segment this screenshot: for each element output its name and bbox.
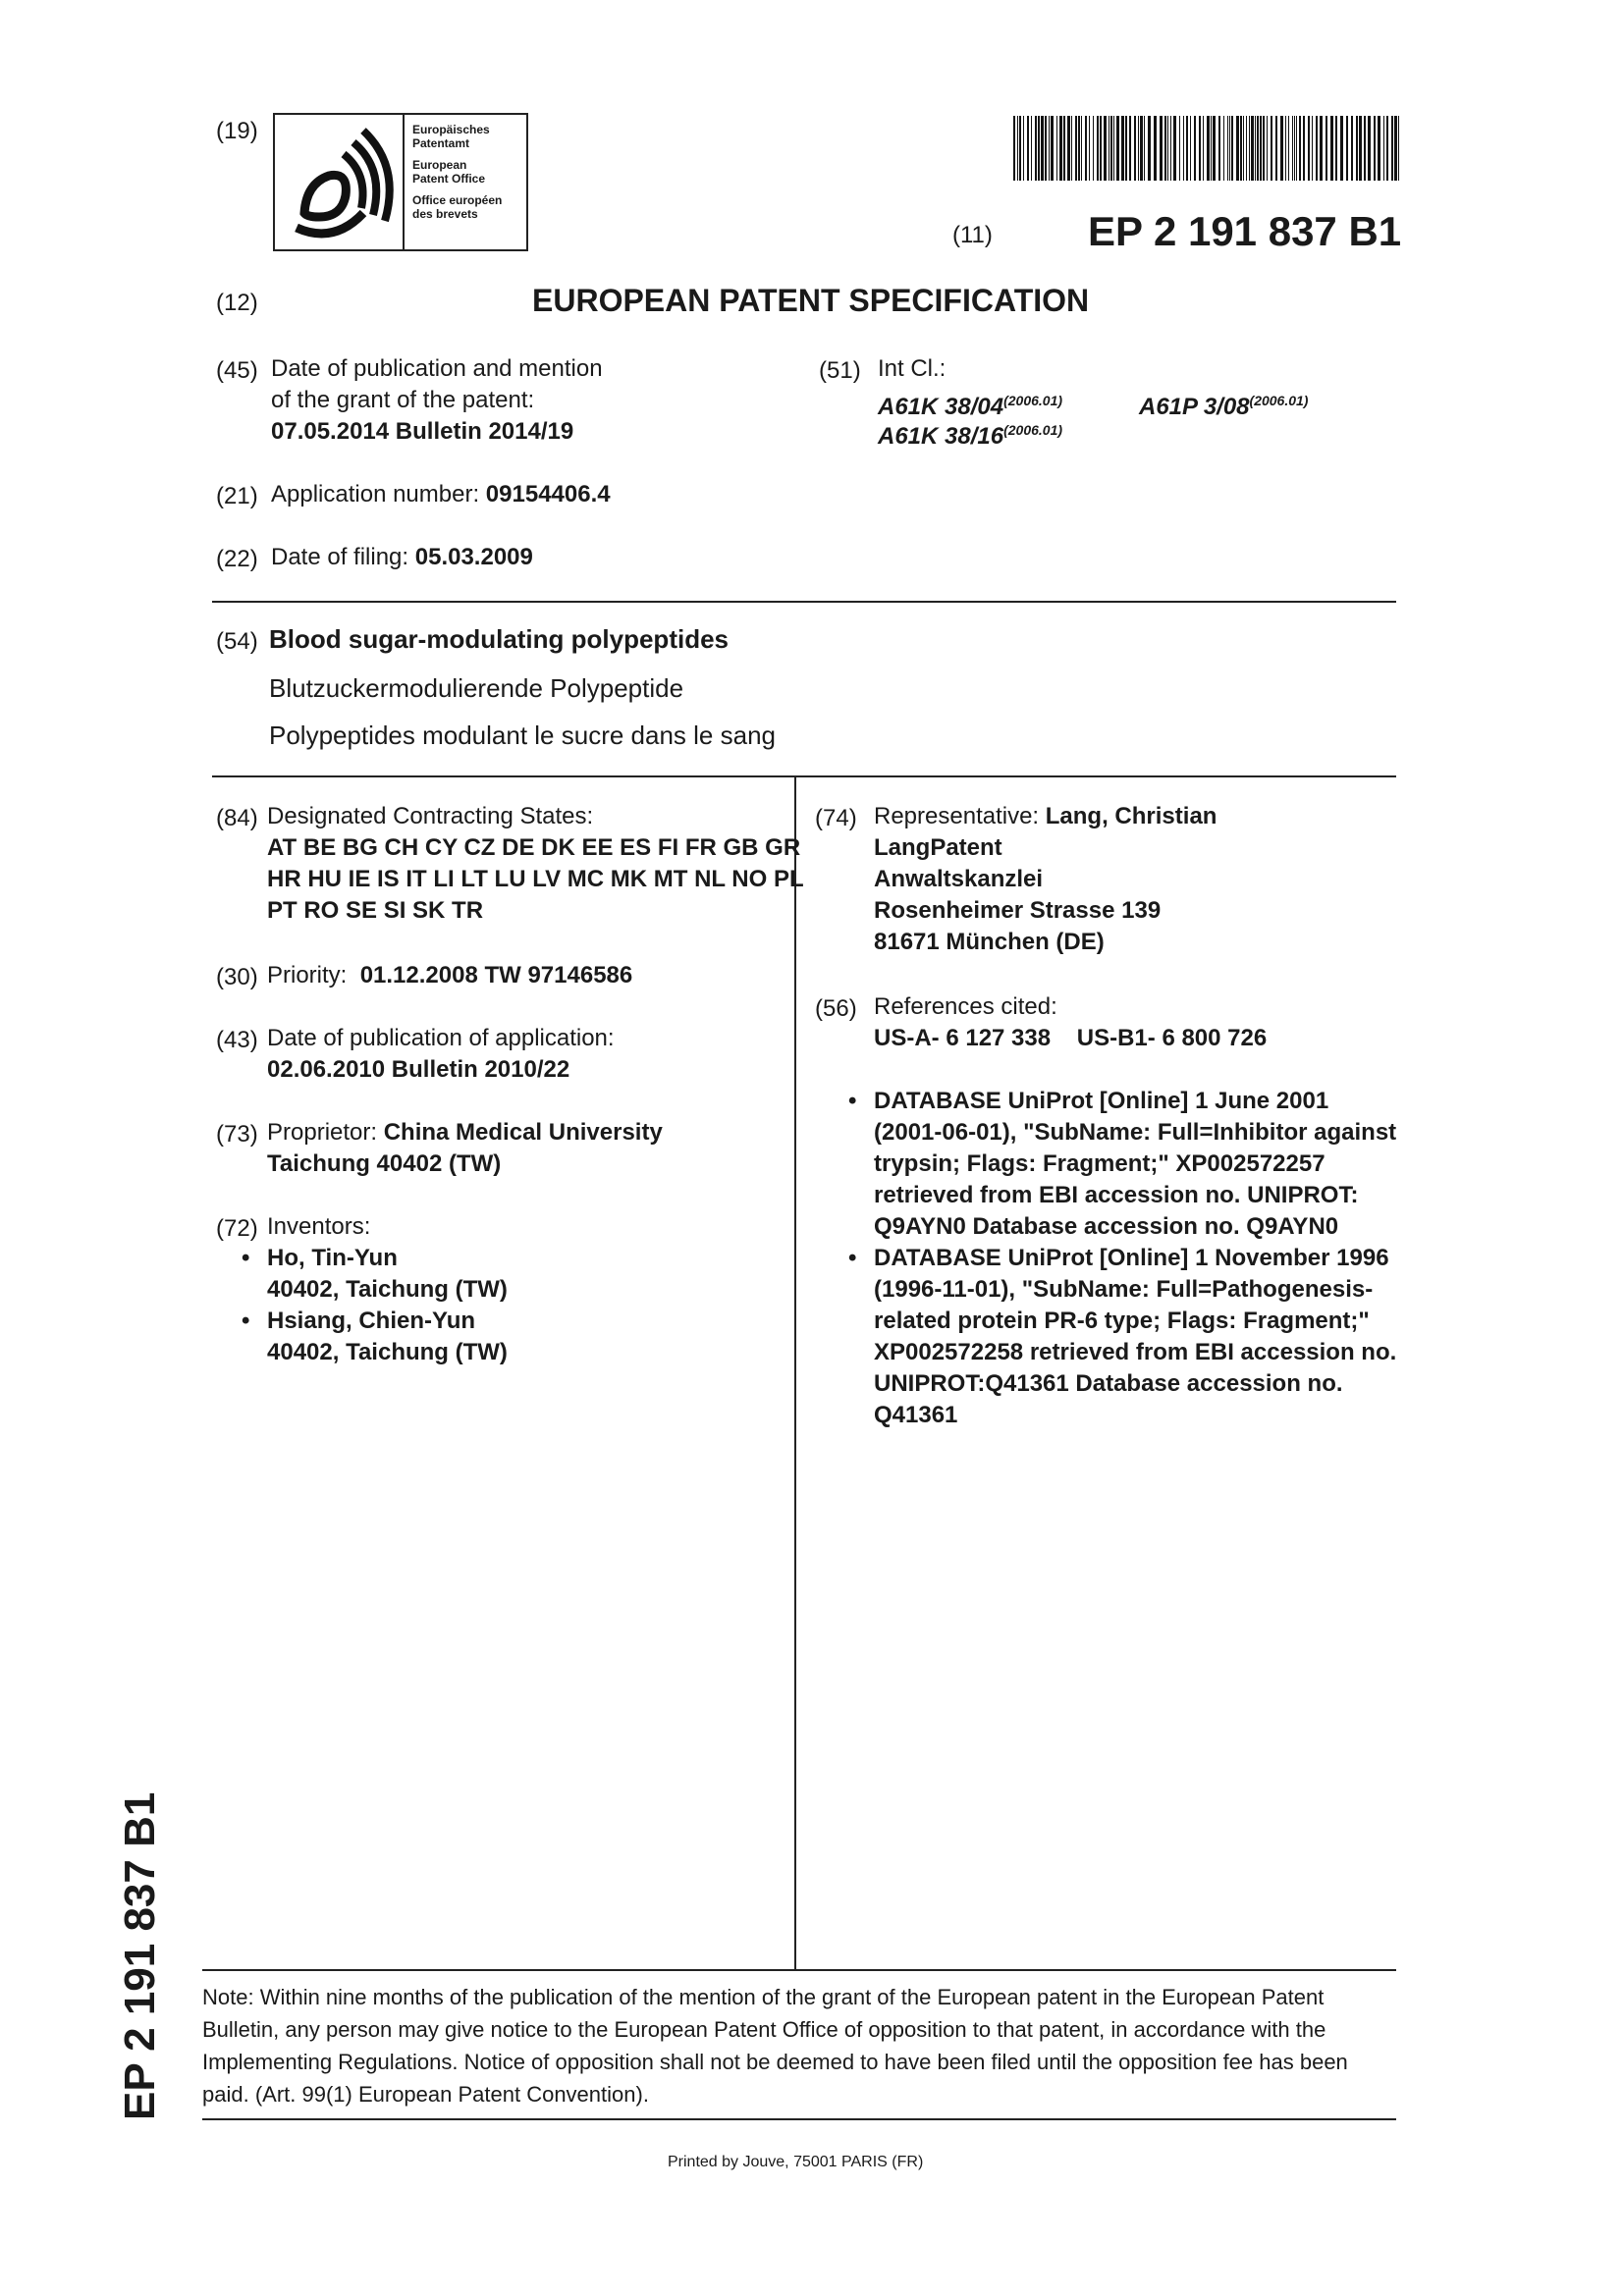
- inventor-address: 40402, Taichung (TW): [267, 1339, 508, 1365]
- barcode-bar: [1267, 116, 1268, 181]
- barcode-bar: [1364, 116, 1366, 181]
- barcode-bar: [1223, 116, 1224, 181]
- divider: [202, 1969, 1396, 1971]
- barcode-bar: [1129, 116, 1131, 181]
- epo-logo-icon: [275, 115, 403, 249]
- inid-code-19: (19): [216, 118, 258, 144]
- barcode-bar: [1023, 116, 1024, 181]
- barcode-bar: [1027, 116, 1029, 181]
- inid-code-12: (12): [216, 290, 258, 316]
- epo-logo: [275, 115, 405, 249]
- barcode-bar: [1294, 116, 1295, 181]
- barcode-bar: [1203, 116, 1204, 181]
- barcode-bar: [1113, 116, 1114, 181]
- barcode-bar: [1394, 116, 1397, 181]
- barcode-bar: [1110, 116, 1112, 181]
- designated-label: Designated Contracting States:: [267, 803, 594, 829]
- barcode-bar: [1104, 116, 1107, 181]
- divider: [212, 601, 1396, 603]
- barcode-bar: [1019, 116, 1021, 181]
- barcode-bar: [1059, 116, 1062, 181]
- barcode-bar: [1236, 116, 1239, 181]
- barcode-bar: [1359, 116, 1362, 181]
- barcode-bar: [1275, 116, 1277, 181]
- barcode-bar: [1398, 116, 1399, 181]
- barcode-bar: [1179, 116, 1180, 181]
- barcode-bar: [1312, 116, 1313, 181]
- inid-code-30: (30): [216, 964, 258, 990]
- divider: [202, 2118, 1396, 2120]
- barcode-bar: [1391, 116, 1393, 181]
- barcode-bar: [1144, 116, 1145, 181]
- barcode-bar: [1051, 116, 1054, 181]
- filing-date: Date of filing: 05.03.2009: [271, 544, 533, 570]
- inventors: Inventors: • Ho, Tin-Yun 40402, Taichung (TW) • Hsiang, Chien-Yun 40402, Taichung (TW): [267, 1211, 508, 1368]
- barcode-bar: [1031, 116, 1032, 181]
- representative: Representative: Lang, Christian LangPatent Anwaltskanzlei Rosenheimer Strasse 139 81671 München (DE): [874, 803, 1217, 955]
- barcode-bar: [1056, 116, 1057, 181]
- inid-code-54: (54): [216, 628, 258, 655]
- reference-patent: US-B1- 6 800 726: [1076, 1025, 1268, 1051]
- barcode-bar: [1351, 116, 1353, 181]
- barcode-bar: [1160, 116, 1163, 181]
- barcode-bar: [1246, 116, 1247, 181]
- barcode-bar: [1125, 116, 1127, 181]
- barcode-bar: [1308, 116, 1310, 181]
- barcode-bar: [1207, 116, 1210, 181]
- inid-code-22: (22): [216, 546, 258, 572]
- barcode-bar: [1140, 116, 1143, 181]
- barcode-bar: [1154, 116, 1157, 181]
- office-name-de-2: Patentamt: [412, 136, 470, 150]
- barcode-bar: [1378, 116, 1380, 181]
- barcode-bar: [1167, 116, 1168, 181]
- barcode-bar: [1213, 116, 1216, 181]
- inid-code-43: (43): [216, 1027, 258, 1053]
- barcode-bar: [1296, 116, 1297, 181]
- opposition-note: Note: Within nine months of the publication of the mention of the grant of the European patent in the European Patent Bulletin, any person may give notice to the European Patent Office of opposition to that patent, in accordance with the Implementing Regulations. Notice of opposition shall not be deemed to have been filed until the opposition fee has been paid. (Art. 99(1) European Patent Convention).: [202, 1985, 1348, 2107]
- barcode-bar: [1194, 116, 1196, 181]
- inid-code-72: (72): [216, 1215, 258, 1242]
- publication-number: EP 2 191 837 B1: [1088, 208, 1402, 254]
- barcode-bar: [1335, 116, 1337, 181]
- inid-code-45: (45): [216, 357, 258, 384]
- designated-line: AT BE BG CH CY CZ DE DK EE ES FI FR GB GR: [267, 834, 801, 861]
- barcode-bar: [1173, 116, 1176, 181]
- grant-block: [271, 353, 603, 448]
- int-cl-item: A61P $3/08^{(2006.01)}$: [1139, 393, 1309, 420]
- application-number: Application number: 09154406.4: [271, 481, 611, 507]
- side-publication-number: EP 2 191 837 B1: [116, 1791, 164, 2120]
- int-cl-label: Int Cl.:: [878, 355, 947, 382]
- grant-label-1: Date of publication and mention: [271, 355, 603, 382]
- barcode-bar: [1386, 116, 1388, 181]
- barcode-bar: [1325, 116, 1327, 181]
- office-name-en-1: European: [412, 158, 467, 172]
- barcode-bar: [1134, 116, 1136, 181]
- barcode-bar: [1356, 116, 1358, 181]
- barcode-bar: [1067, 116, 1070, 181]
- epo-logo-box: [273, 113, 528, 251]
- barcode-bar: [1330, 116, 1333, 181]
- reference-database-1: • DATABASE UniProt [Online] 1 June 2001 (2001-06-01), "SubName: Full=Inhibitor against trypsin; Flags: Fragment;" XP002572257 retrieved from EBI accession no. UNIPROT: Q9AYN0 Database accession no. Q9AYN0 • DATABASE UniProt [Online] 1 November 1996 (1996-11-01), "SubName: Full=Pathogenesis- related protein PR-6 type; Flags: Fragment;" XP002572258 retrieved from EBI accession no. UNIPROT:Q41361 Database accession no. Q41361: [874, 1086, 1396, 1431]
- designated-line: PT RO SE SI SK TR: [267, 897, 484, 924]
- barcode-bar: [1089, 116, 1090, 181]
- barcode-bar: [1340, 116, 1343, 181]
- barcode-bar: [1251, 116, 1254, 181]
- barcode-bar: [1199, 116, 1201, 181]
- barcode-bar: [1288, 116, 1289, 181]
- barcode-bar: [1257, 116, 1259, 181]
- barcode-bar: [1035, 116, 1037, 181]
- inid-code-21: (21): [216, 483, 258, 509]
- int-cl-item: A61K $38/04^{(2006.01)}$: [878, 393, 1063, 420]
- barcode-bar: [1383, 116, 1384, 181]
- barcode-bar: [1045, 116, 1047, 181]
- barcode-bar: [1078, 116, 1080, 181]
- barcode-bar: [1013, 116, 1015, 181]
- barcode-bar: [1093, 116, 1094, 181]
- barcode-bar: [1164, 116, 1166, 181]
- barcode-bar: [1085, 116, 1087, 181]
- barcode-bar: [1292, 116, 1293, 181]
- barcode-bar: [1211, 116, 1212, 181]
- barcode-bar: [1063, 116, 1065, 181]
- printer-footer: Printed by Jouve, 75001 PARIS (FR): [668, 2154, 924, 2170]
- barcode: [1013, 116, 1401, 181]
- barcode-bar: [1038, 116, 1040, 181]
- grant-value: 07.05.2014 Bulletin 2014/19: [271, 418, 574, 445]
- office-name-fr-2: des brevets: [412, 207, 478, 221]
- inventor-name: • Hsiang, Chien-Yun: [267, 1306, 508, 1337]
- barcode-bar: [1183, 116, 1184, 181]
- proprietor: Proprietor: China Medical University Taichung 40402 (TW): [267, 1119, 663, 1177]
- barcode-bar: [1368, 116, 1371, 181]
- title-fr: Polypeptides modulant le sucre dans le sang: [269, 721, 776, 750]
- int-cl-item: A61K $38/16^{(2006.01)}$: [878, 422, 1063, 450]
- barcode-bar: [1271, 116, 1272, 181]
- barcode-bar: [1229, 116, 1230, 181]
- barcode-bar: [1255, 116, 1256, 181]
- document-type: EUROPEAN PATENT SPECIFICATION: [532, 283, 1090, 318]
- barcode-bar: [1299, 116, 1301, 181]
- inventor-name: • Ho, Tin-Yun: [267, 1243, 508, 1274]
- barcode-bar: [1280, 116, 1283, 181]
- barcode-bar: [1263, 116, 1265, 181]
- barcode-bar: [1100, 116, 1102, 181]
- barcode-bar: [1017, 116, 1018, 181]
- barcode-bar: [1081, 116, 1082, 181]
- barcode-bar: [1121, 116, 1124, 181]
- barcode-bar: [1186, 116, 1188, 181]
- barcode-bar: [1240, 116, 1242, 181]
- barcode-bar: [1041, 116, 1044, 181]
- barcode-bar: [1260, 116, 1262, 181]
- barcode-bar: [1148, 116, 1151, 181]
- references: References cited: US-A- 6 127 338 US-B1- 6 800 726: [874, 993, 1268, 1051]
- barcode-bar: [1249, 116, 1250, 181]
- grant-label-2: of the grant of the patent:: [271, 387, 535, 413]
- reference-patent: US-A- 6 127 338: [874, 1025, 1052, 1051]
- barcode-bar: [1097, 116, 1099, 181]
- inid-code-74: (74): [815, 805, 857, 831]
- barcode-bar: [1138, 116, 1139, 181]
- barcode-bar: [1218, 116, 1220, 181]
- designated-line: HR HU IE IS IT LI LT LU LV MC MK MT NL NO PL: [267, 866, 804, 892]
- barcode-bar: [1374, 116, 1376, 181]
- column-divider: [794, 775, 796, 1971]
- office-name-en-2: Patent Office: [412, 172, 486, 186]
- inid-code-56: (56): [815, 995, 857, 1022]
- barcode-bar: [1285, 116, 1286, 181]
- barcode-bar: [1320, 116, 1323, 181]
- inid-code-11: (11): [952, 222, 993, 248]
- designated-states: [267, 801, 804, 927]
- inventor-address: 40402, Taichung (TW): [267, 1276, 508, 1303]
- barcode-bar: [1303, 116, 1305, 181]
- title-en: Blood sugar-modulating polypeptides: [269, 624, 729, 654]
- barcode-bar: [1071, 116, 1072, 181]
- inid-code-84: (84): [216, 805, 258, 831]
- barcode-bar: [1075, 116, 1077, 181]
- barcode-bar: [1316, 116, 1318, 181]
- divider: [212, 775, 1396, 777]
- barcode-bar: [1243, 116, 1244, 181]
- barcode-bar: [1049, 116, 1050, 181]
- barcode-bar: [1346, 116, 1348, 181]
- application-publication: Date of publication of application: 02.06.2010 Bulletin 2010/22: [267, 1025, 615, 1083]
- barcode-bar: [1116, 116, 1119, 181]
- barcode-bar: [1231, 116, 1233, 181]
- barcode-bar: [1170, 116, 1171, 181]
- barcode-bar: [1190, 116, 1191, 181]
- office-name-de-1: Europäisches: [412, 123, 490, 136]
- epo-office-names: [412, 123, 502, 221]
- office-name-fr-1: Office européen: [412, 193, 503, 207]
- inid-code-51: (51): [819, 357, 861, 384]
- title-de: Blutzuckermodulierende Polypeptide: [269, 673, 684, 703]
- barcode-bar: [1227, 116, 1228, 181]
- inid-code-73: (73): [216, 1121, 258, 1148]
- priority: Priority: 01.12.2008 TW 97146586: [267, 962, 633, 988]
